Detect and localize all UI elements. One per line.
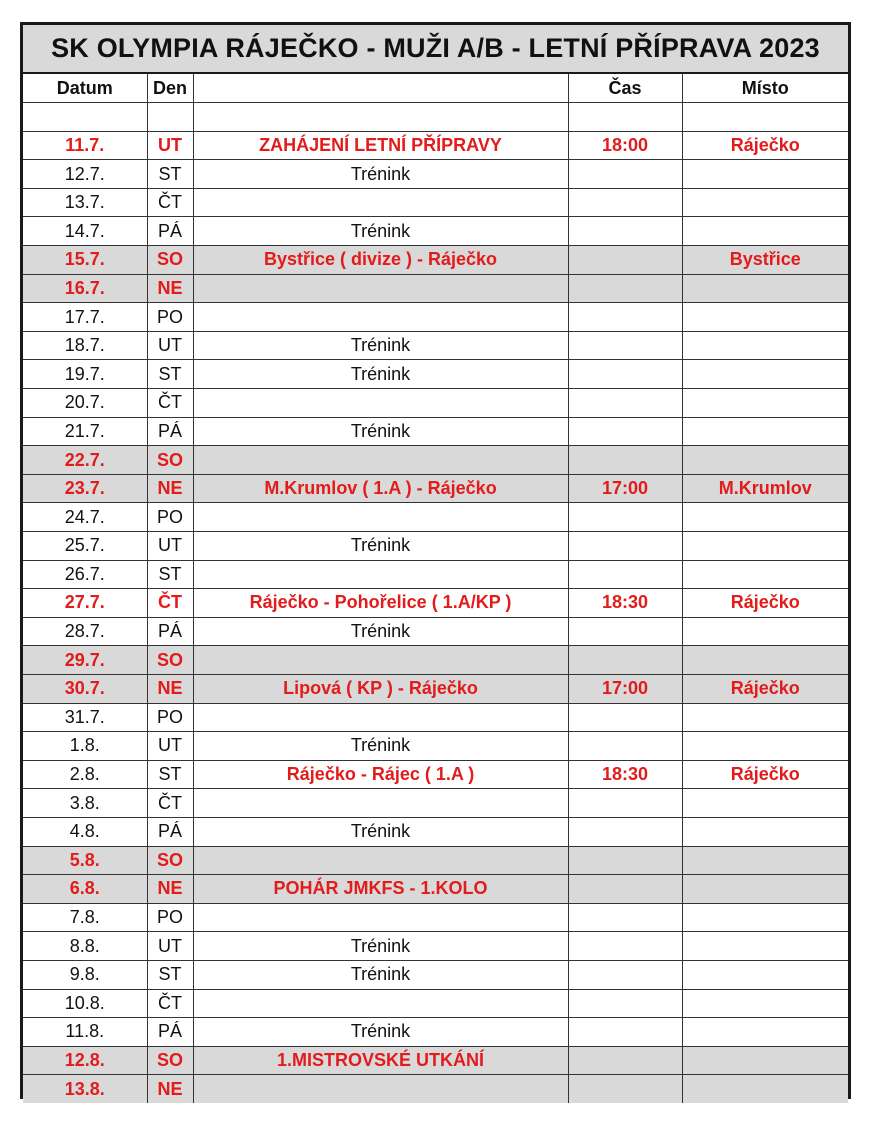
cell-time — [568, 817, 682, 846]
cell-day: SO — [147, 446, 193, 475]
cell-day: ST — [147, 960, 193, 989]
cell-date: 30.7. — [23, 674, 147, 703]
cell-place — [682, 789, 848, 818]
table-row — [23, 389, 848, 418]
cell-time — [568, 103, 682, 132]
cell-date: 9.8. — [23, 960, 147, 989]
cell-date: 15.7. — [23, 246, 147, 275]
table-row — [23, 1075, 848, 1104]
cell-time — [568, 1046, 682, 1075]
cell-date: 2.8. — [23, 760, 147, 789]
cell-time — [568, 903, 682, 932]
cell-place: Ráječko — [682, 674, 848, 703]
cell-place — [682, 903, 848, 932]
table-row — [23, 732, 848, 761]
cell-date: 18.7. — [23, 331, 147, 360]
cell-time — [568, 532, 682, 561]
cell-date: 31.7. — [23, 703, 147, 732]
cell-event: Trénink — [193, 732, 568, 761]
cell-place — [682, 617, 848, 646]
cell-place — [682, 446, 848, 475]
cell-date — [23, 103, 147, 132]
cell-day: PO — [147, 903, 193, 932]
cell-time — [568, 960, 682, 989]
cell-place — [682, 389, 848, 418]
cell-place — [682, 188, 848, 217]
cell-time: 18:30 — [568, 589, 682, 618]
cell-place: Ráječko — [682, 131, 848, 160]
cell-day: UT — [147, 732, 193, 761]
table-row — [23, 503, 848, 532]
cell-time — [568, 1075, 682, 1104]
cell-place — [682, 160, 848, 189]
cell-place — [682, 103, 848, 132]
cell-date: 6.8. — [23, 875, 147, 904]
cell-day: PÁ — [147, 417, 193, 446]
cell-place — [682, 875, 848, 904]
cell-time: 17:00 — [568, 674, 682, 703]
table-row — [23, 131, 848, 160]
cell-event: Trénink — [193, 817, 568, 846]
cell-day: ČT — [147, 789, 193, 818]
cell-place — [682, 932, 848, 961]
header-place: Místo — [682, 74, 848, 103]
cell-time: 18:30 — [568, 760, 682, 789]
cell-event: Trénink — [193, 1018, 568, 1047]
header-date: Datum — [23, 74, 147, 103]
cell-event — [193, 646, 568, 675]
cell-place — [682, 560, 848, 589]
table-row — [23, 875, 848, 904]
cell-date: 19.7. — [23, 360, 147, 389]
cell-event: Ráječko - Pohořelice ( 1.A/KP ) — [193, 589, 568, 618]
cell-date: 29.7. — [23, 646, 147, 675]
cell-place — [682, 846, 848, 875]
cell-date: 12.8. — [23, 1046, 147, 1075]
cell-day: NE — [147, 875, 193, 904]
table-row — [23, 560, 848, 589]
cell-time — [568, 617, 682, 646]
cell-time — [568, 188, 682, 217]
cell-date: 28.7. — [23, 617, 147, 646]
table-row — [23, 532, 848, 561]
table-row — [23, 589, 848, 618]
cell-event — [193, 389, 568, 418]
cell-day: NE — [147, 474, 193, 503]
table-row — [23, 617, 848, 646]
schedule-table — [23, 74, 848, 1103]
cell-time — [568, 560, 682, 589]
table-row — [23, 932, 848, 961]
table-row — [23, 703, 848, 732]
cell-date: 20.7. — [23, 389, 147, 418]
cell-event — [193, 274, 568, 303]
cell-event — [193, 188, 568, 217]
table-row — [23, 903, 848, 932]
cell-event — [193, 1075, 568, 1104]
cell-day: PÁ — [147, 617, 193, 646]
table-row — [23, 446, 848, 475]
cell-day: SO — [147, 846, 193, 875]
cell-event — [193, 846, 568, 875]
cell-place — [682, 1046, 848, 1075]
cell-event: Bystřice ( divize ) - Ráječko — [193, 246, 568, 275]
table-row — [23, 846, 848, 875]
cell-place — [682, 274, 848, 303]
cell-event: Trénink — [193, 617, 568, 646]
cell-date: 3.8. — [23, 789, 147, 818]
cell-day: ČT — [147, 188, 193, 217]
cell-day: NE — [147, 274, 193, 303]
schedule-rows — [23, 103, 848, 1104]
table-row — [23, 760, 848, 789]
cell-place — [682, 503, 848, 532]
cell-event — [193, 503, 568, 532]
cell-day: ST — [147, 160, 193, 189]
cell-place — [682, 1075, 848, 1104]
cell-event — [193, 903, 568, 932]
cell-day: ST — [147, 360, 193, 389]
cell-date: 24.7. — [23, 503, 147, 532]
cell-time — [568, 446, 682, 475]
cell-time — [568, 331, 682, 360]
cell-place — [682, 532, 848, 561]
table-row — [23, 1046, 848, 1075]
cell-event: M.Krumlov ( 1.A ) - Ráječko — [193, 474, 568, 503]
header-row — [23, 74, 848, 103]
cell-day: ČT — [147, 589, 193, 618]
cell-date: 22.7. — [23, 446, 147, 475]
cell-day: ST — [147, 560, 193, 589]
table-row — [23, 331, 848, 360]
page-title: SK OLYMPIA RÁJEČKO - MUŽI A/B - LETNÍ PŘÍPRAVA 2023 — [23, 25, 848, 74]
cell-time — [568, 160, 682, 189]
cell-place — [682, 960, 848, 989]
cell-date: 25.7. — [23, 532, 147, 561]
cell-date: 13.8. — [23, 1075, 147, 1104]
cell-event — [193, 446, 568, 475]
cell-time — [568, 246, 682, 275]
table-row — [23, 646, 848, 675]
cell-time: 18:00 — [568, 131, 682, 160]
header-time: Čas — [568, 74, 682, 103]
cell-date: 27.7. — [23, 589, 147, 618]
cell-day: SO — [147, 246, 193, 275]
table-row — [23, 474, 848, 503]
cell-date: 23.7. — [23, 474, 147, 503]
cell-date: 14.7. — [23, 217, 147, 246]
cell-day: PÁ — [147, 217, 193, 246]
cell-date: 16.7. — [23, 274, 147, 303]
cell-day: UT — [147, 131, 193, 160]
cell-event — [193, 789, 568, 818]
cell-time — [568, 360, 682, 389]
cell-date: 13.7. — [23, 188, 147, 217]
cell-day: UT — [147, 331, 193, 360]
table-row — [23, 246, 848, 275]
cell-day: PÁ — [147, 817, 193, 846]
cell-date: 10.8. — [23, 989, 147, 1018]
cell-place — [682, 646, 848, 675]
cell-date: 1.8. — [23, 732, 147, 761]
table-row — [23, 217, 848, 246]
cell-day: ČT — [147, 389, 193, 418]
table-row — [23, 103, 848, 132]
cell-event: Trénink — [193, 960, 568, 989]
cell-event — [193, 560, 568, 589]
cell-place — [682, 303, 848, 332]
cell-time — [568, 732, 682, 761]
table-row — [23, 360, 848, 389]
cell-day: UT — [147, 932, 193, 961]
cell-event: Lipová ( KP ) - Ráječko — [193, 674, 568, 703]
cell-date: 21.7. — [23, 417, 147, 446]
cell-time — [568, 417, 682, 446]
cell-event: Trénink — [193, 331, 568, 360]
cell-date: 17.7. — [23, 303, 147, 332]
table-row — [23, 188, 848, 217]
cell-day: PO — [147, 703, 193, 732]
cell-event: 1.MISTROVSKÉ UTKÁNÍ — [193, 1046, 568, 1075]
cell-date: 8.8. — [23, 932, 147, 961]
cell-event — [193, 103, 568, 132]
cell-event — [193, 989, 568, 1018]
cell-place: Ráječko — [682, 589, 848, 618]
cell-time — [568, 789, 682, 818]
cell-time — [568, 646, 682, 675]
cell-time — [568, 846, 682, 875]
table-row — [23, 989, 848, 1018]
cell-place: Ráječko — [682, 760, 848, 789]
cell-event: ZAHÁJENÍ LETNÍ PŘÍPRAVY — [193, 131, 568, 160]
header-event — [193, 74, 568, 103]
cell-place — [682, 331, 848, 360]
cell-event: Trénink — [193, 217, 568, 246]
cell-time — [568, 875, 682, 904]
cell-date: 4.8. — [23, 817, 147, 846]
cell-event: Trénink — [193, 160, 568, 189]
cell-time — [568, 703, 682, 732]
cell-date: 7.8. — [23, 903, 147, 932]
cell-place — [682, 703, 848, 732]
cell-day: NE — [147, 1075, 193, 1104]
cell-place — [682, 732, 848, 761]
cell-day: PO — [147, 303, 193, 332]
cell-day: PÁ — [147, 1018, 193, 1047]
cell-place — [682, 1018, 848, 1047]
cell-time — [568, 503, 682, 532]
cell-event: Trénink — [193, 932, 568, 961]
cell-time — [568, 989, 682, 1018]
cell-date: 5.8. — [23, 846, 147, 875]
cell-date: 11.7. — [23, 131, 147, 160]
cell-place — [682, 989, 848, 1018]
cell-event: Trénink — [193, 532, 568, 561]
cell-day: PO — [147, 503, 193, 532]
table-row — [23, 417, 848, 446]
table-row — [23, 674, 848, 703]
cell-place — [682, 417, 848, 446]
table-row — [23, 960, 848, 989]
cell-event — [193, 303, 568, 332]
cell-date: 11.8. — [23, 1018, 147, 1047]
cell-day: ČT — [147, 989, 193, 1018]
cell-event: Ráječko - Rájec ( 1.A ) — [193, 760, 568, 789]
table-row — [23, 160, 848, 189]
table-row — [23, 1018, 848, 1047]
cell-day: SO — [147, 646, 193, 675]
cell-day: ST — [147, 760, 193, 789]
table-row — [23, 274, 848, 303]
cell-place: Bystřice — [682, 246, 848, 275]
cell-place — [682, 217, 848, 246]
cell-event: Trénink — [193, 360, 568, 389]
cell-day — [147, 103, 193, 132]
table-row — [23, 817, 848, 846]
cell-event: POHÁR JMKFS - 1.KOLO — [193, 875, 568, 904]
cell-time: 17:00 — [568, 474, 682, 503]
schedule-sheet — [20, 22, 851, 1099]
cell-time — [568, 303, 682, 332]
cell-time — [568, 217, 682, 246]
cell-day: SO — [147, 1046, 193, 1075]
cell-place — [682, 360, 848, 389]
cell-event — [193, 703, 568, 732]
cell-place: M.Krumlov — [682, 474, 848, 503]
cell-time — [568, 1018, 682, 1047]
table-row — [23, 789, 848, 818]
cell-day: UT — [147, 532, 193, 561]
table-row — [23, 303, 848, 332]
cell-date: 12.7. — [23, 160, 147, 189]
cell-event: Trénink — [193, 417, 568, 446]
cell-time — [568, 274, 682, 303]
cell-date: 26.7. — [23, 560, 147, 589]
cell-time — [568, 932, 682, 961]
cell-time — [568, 389, 682, 418]
cell-day: NE — [147, 674, 193, 703]
cell-place — [682, 817, 848, 846]
header-day: Den — [147, 74, 193, 103]
